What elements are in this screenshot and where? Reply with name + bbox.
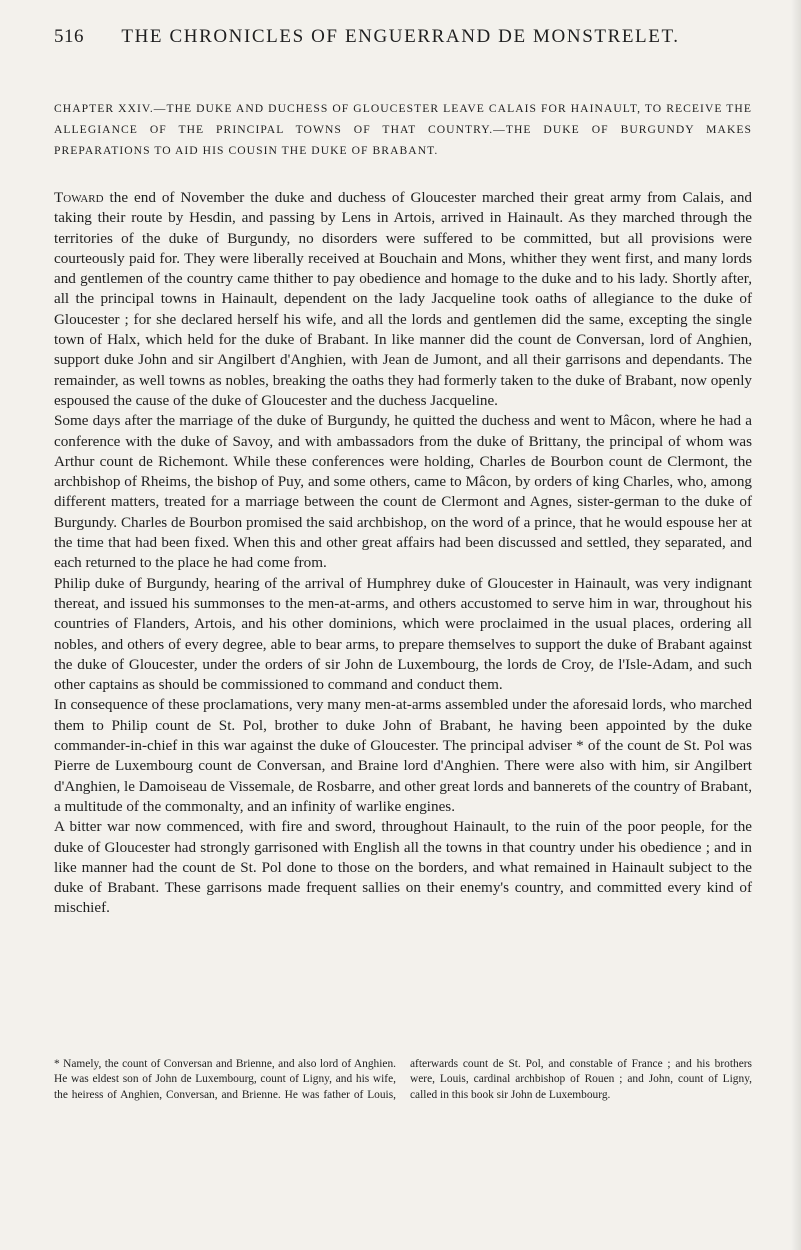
paragraph-text: the end of November the duke and duchess of Gloucester marched their great army from Calais, and taking their route by Hesdin, and passing by Lens in Artois, arrived in Hainault. As they marched through the territories of the duke of Burgundy, no disorders were suffered to be committed, but all provisions were courteously paid for. They were liberally received at Bouchain and Mons, whither they went first, and many lords and gentlemen of the country came thither to pay obedience and homage to the duke and to his lady. Shortly after, all the principal towns in Hainault, dependent on the lady Jacqueline took oaths of allegiance to the duke of Gloucester ; for she declared herself his wife, and all the lords and gentlemen did the same, excepting the single town of Halx, which held for the duke of Brabant. In like manner did the count de Conversan, lord of Anghien, support duke John and sir Angilbert d'Anghien, with Jean de Jumont, and all their garrisons and dependants. The remainder, as well towns as nobles, breaking the oaths they had formerly taken to the duke of Brabant, now openly espoused the cause of the duke of Gloucester and the duchess Jacqueline. [54,189,752,409]
footnote-text: * Namely, the count of Conversan and Brienne, and also lord of Anghien. He was eldest son of John de Luxembourg, count of Ligny, and his wife, the heiress of Anghien, Conversan, and Brienne. He was father of Louis, afterwards count de St. Pol, and constable of France ; and his brothers were, Louis, cardinal archbishop of Rouen ; and John, count of Ligny, called in this book sir John de Luxembourg. [54,1058,752,1101]
running-head [0,26,801,56]
footnote [54,1057,752,1103]
paragraph-text: Philip duke of Burgundy, hearing of the arrival of Humphrey duke of Gloucester in Hainault, was very indignant thereat, and issued his summonses to the men-at-arms, and others accustomed to serve him in war, throughout his countries of Flanders, Artois, and his other dominions, which were proclaimed in the usual places, ordering all nobles, and others of every degree, able to bear arms, to prepare themselves to support the duke of Brabant against the duke of Gloucester, under the orders of sir John de Luxembourg, the lords de Croy, de l'Isle-Adam, and such other captains as should be commissioned to command and conduct them. [54,574,752,694]
paragraph [54,188,752,411]
paragraph-opening-word: Toward [54,189,104,206]
paragraph-text: In consequence of these proclamations, very many men-at-arms assembled under the aforesaid lords, who marched them to Philip count de St. Pol, brother to duke John of Brabant, he having been appointed by the duke commander-in-chief in this war against the duke of Gloucester. The principal adviser * of the count de St. Pol was Pierre de Luxembourg count de Conversan, and Braine lord d'Anghien. There were also with him, sir Angilbert d'Anghien, le Damoiseau de Vissemale, de Rosbarre, and other great lords and bannerets of the country of Brabant, a multitude of the commonalty, and an infinity of warlike engines. [54,696,752,815]
paragraph [54,411,752,573]
chapter-heading: CHAPTER XXIV.—THE DUKE AND DUCHESS OF GLOUCESTER LEAVE CALAIS FOR HAINAULT, TO RECEIVE THE ALLEGIANCE OF THE PRINCIPAL TOWNS OF THAT COUNTRY.—THE DUKE OF BURGUNDY MAKES PREPARATIONS TO AID HIS COUSIN THE DUKE OF BRABANT. [54,102,752,157]
paragraph-text: A bitter war now commenced, with fire and sword, throughout Hainault, to the ruin of the poor people, for the duke of Gloucester had strongly garrisoned with English all the towns in that country under his obedience ; and in like manner had the count de St. Pol done to those on the borders, and what remained in Hainault subject to the duke of Brabant. These garrisons made frequent sallies on their enemy's country, and committed every kind of mischief. [54,818,752,917]
paragraph [54,817,752,918]
paragraph [54,695,752,817]
page-edge-shadow [791,0,801,1250]
running-title: THE CHRONICLES OF ENGUERRAND DE MONSTRELET. [121,26,680,47]
paragraph [54,574,752,696]
chapter-body [54,188,752,919]
page-number: 516 [54,26,84,47]
paragraph-text: Some days after the marriage of the duke of Burgundy, he quitted the duchess and went to Mâcon, where he had a conference with the duke of Savoy, and with ambassadors from the duke of Brittany, the principal of whom was Arthur count de Richemont. While these conferences were holding, Charles de Bourbon count de Clermont, the archbishop of Rheims, the bishop of Puy, and some others, came to Mâcon, by orders of king Charles, who, among different matters, treated for a marriage between the count de Clermont and Agnes, sister-german to the duke of Burgundy. Charles de Bourbon promised the said archbishop, on the word of a prince, that he would espouse her at the time that had been fixed. When this and other great affairs had been discussed and settled, they separated, and each returned to the place he had come from. [54,412,752,572]
